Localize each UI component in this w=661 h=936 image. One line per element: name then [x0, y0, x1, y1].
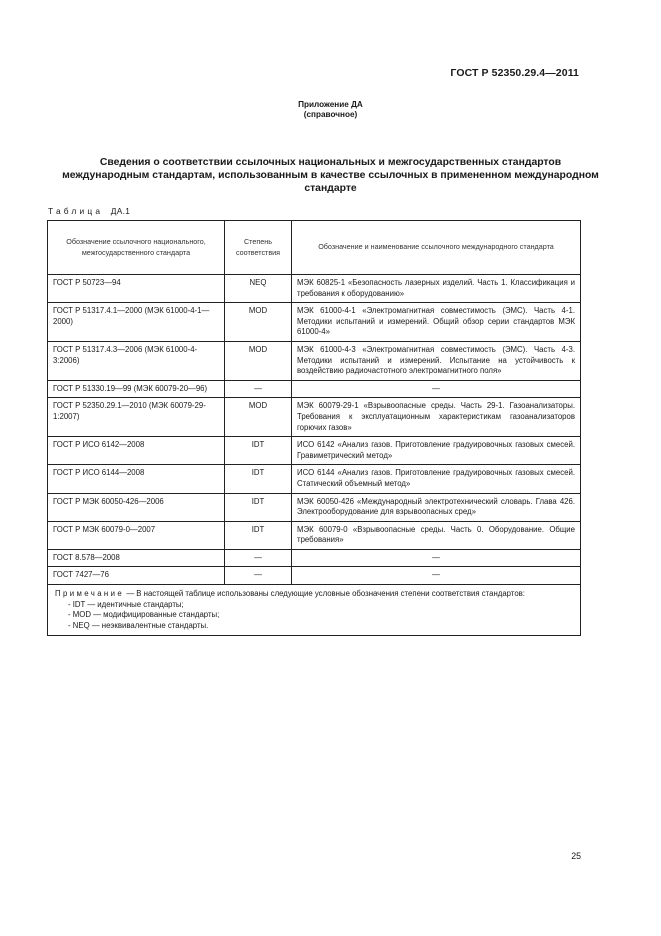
header-degree: Степень соответствия — [225, 221, 292, 275]
note-item-idt: - IDT — идентичные стандарты; — [68, 599, 184, 609]
cell-standard: ГОСТ Р 51330.19—99 (МЭК 60079-20—96) — [48, 380, 225, 398]
cell-standard: ГОСТ Р 51317.4.3—2006 (МЭК 61000-4-3:2006) — [48, 341, 225, 380]
table-row — [48, 341, 581, 380]
table-row — [48, 567, 581, 585]
cell-standard: ГОСТ Р ИСО 6144—2008 — [48, 465, 225, 493]
table-row — [48, 493, 581, 521]
table-row — [48, 437, 581, 465]
annex-subtitle: (справочное) — [303, 110, 358, 119]
cell-degree: — — [225, 549, 292, 567]
cell-international: МЭК 60825-1 «Безопасность лазерных изделий. Часть 1. Классификация и требования к оборудованию» — [292, 275, 581, 303]
cell-international: ИСО 6142 «Анализ газов. Приготовление градуировочных газовых смесей. Гравиметрический метод» — [292, 437, 581, 465]
cell-standard: ГОСТ Р 51317.4.1—2000 (МЭК 61000-4-1—2000) — [48, 303, 225, 342]
cell-international: — — [292, 549, 581, 567]
cell-degree: MOD — [225, 398, 292, 437]
cell-degree: — — [225, 380, 292, 398]
cell-degree: — — [225, 567, 292, 585]
cell-degree: IDT — [225, 493, 292, 521]
table-row — [48, 303, 581, 342]
table-row — [48, 549, 581, 567]
cell-standard: ГОСТ Р 52350.29.1—2010 (МЭК 60079-29-1:2007) — [48, 398, 225, 437]
table-row — [48, 398, 581, 437]
table-caption-number: ДА.1 — [110, 206, 131, 216]
table-row — [48, 275, 581, 303]
note-item-neq: - NEQ — неэквивалентные стандарты. — [68, 620, 209, 630]
cell-international: ИСО 6144 «Анализ газов. Приготовление градуировочных газовых смесей. Статический объемный метод» — [292, 465, 581, 493]
cell-degree: MOD — [225, 341, 292, 380]
table-caption-label: Таблица — [48, 206, 104, 216]
cell-standard: ГОСТ Р 50723—94 — [48, 275, 225, 303]
cell-international: МЭК 61000-4-3 «Электромагнитная совместимость (ЭМС). Часть 4-3. Методики испытаний и измерений. Испытание на устойчивость к воздействию радиочастотного электромагнитного поля» — [292, 341, 581, 380]
cell-international: МЭК 60050-426 «Международный электротехнический словарь. Глава 426. Электрооборудование для взрывоопасных сред» — [292, 493, 581, 521]
note-text — [55, 589, 573, 600]
cell-degree: IDT — [225, 521, 292, 549]
note-label: Примечание — [55, 589, 125, 599]
cell-standard: ГОСТ Р ИСО 6142—2008 — [48, 437, 225, 465]
table-header-row — [48, 221, 581, 275]
cell-international: МЭК 61000-4-1 «Электромагнитная совместимость (ЭМС). Часть 4-1. Методики испытаний и измерений. Общий обзор серии стандартов МЭК 61000-4» — [292, 303, 581, 342]
cell-degree: IDT — [225, 437, 292, 465]
cell-standard: ГОСТ 7427—76 — [48, 567, 225, 585]
table-caption — [48, 206, 130, 216]
annex-title: Приложение ДА — [298, 100, 363, 109]
table-row — [48, 521, 581, 549]
header-international: Обозначение и наименование ссылочного международного стандарта — [292, 221, 581, 275]
cell-international: — — [292, 567, 581, 585]
cell-standard: ГОСТ Р МЭК 60050-426—2006 — [48, 493, 225, 521]
standards-table — [47, 220, 581, 636]
cell-international: МЭК 60079-29-1 «Взрывоопасные среды. Часть 29-1. Газоанализаторы. Требования к эксплуатационным характеристикам газоанализаторов горючих газов» — [292, 398, 581, 437]
cell-international: — — [292, 380, 581, 398]
table-row — [48, 380, 581, 398]
document-code: ГОСТ Р 52350.29.4—2011 — [450, 67, 579, 79]
header-standard: Обозначение ссылочного национального, межгосударственного стандарта — [48, 221, 225, 275]
table-note-row — [48, 585, 581, 636]
cell-standard: ГОСТ Р МЭК 60079-0—2007 — [48, 521, 225, 549]
cell-international: МЭК 60079-0 «Взрывоопасные среды. Часть 0. Оборудование. Общие требования» — [292, 521, 581, 549]
table-note — [48, 585, 581, 636]
section-heading: Сведения о соответствии ссылочных национальных и межгосударственных стандартов международным стандартам, использованным в качестве ссылочных в примененном международном стандарте — [62, 157, 599, 194]
page-number: 25 — [571, 851, 581, 861]
table-row — [48, 465, 581, 493]
note-body: — В настоящей таблице использованы следующие условные обозначения степени соответствия стандартов: — [126, 589, 525, 599]
cell-degree: NEQ — [225, 275, 292, 303]
cell-standard: ГОСТ 8.578—2008 — [48, 549, 225, 567]
note-item-mod: - MOD — модифицированные стандарты; — [68, 610, 220, 620]
cell-degree: MOD — [225, 303, 292, 342]
cell-degree: IDT — [225, 465, 292, 493]
